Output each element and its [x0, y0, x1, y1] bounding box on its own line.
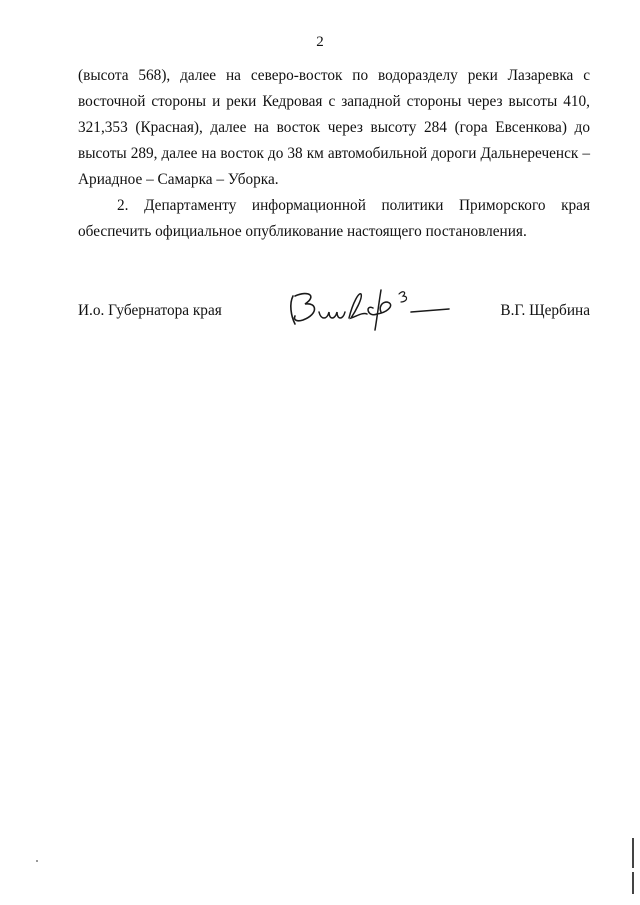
- signature-block: [78, 296, 590, 336]
- page-number: 2: [316, 34, 324, 50]
- text-line: восточной стороны и реки Кедровая с западной стороны через высоты 410,: [78, 93, 590, 110]
- text-line: 2. Департаменту информационной политики Приморского края: [117, 197, 590, 214]
- signatory-name: В.Г. Щербина: [500, 302, 590, 319]
- scan-dust-mark: [36, 860, 38, 862]
- paragraph-boundary-description: [78, 63, 590, 193]
- scan-edge-mark: [632, 872, 634, 894]
- handwritten-signature: [283, 282, 453, 334]
- signatory-position: И.о. Губернатора края: [78, 302, 222, 319]
- text-line: Ариадное – Самарка – Уборка.: [78, 171, 279, 188]
- text-line: обеспечить официальное опубликование настоящего постановления.: [78, 223, 527, 240]
- paragraph-publication-clause: [78, 193, 590, 245]
- text-line: высоты 289, далее на восток до 38 км автомобильной дороги Дальнереченск –: [78, 145, 590, 162]
- text-line: 321,353 (Красная), далее на восток через высоту 284 (гора Евсенкова) до: [78, 119, 590, 136]
- text-line: (высота 568), далее на северо-восток по водоразделу реки Лазаревка с: [78, 67, 590, 84]
- scan-edge-mark: [632, 838, 634, 868]
